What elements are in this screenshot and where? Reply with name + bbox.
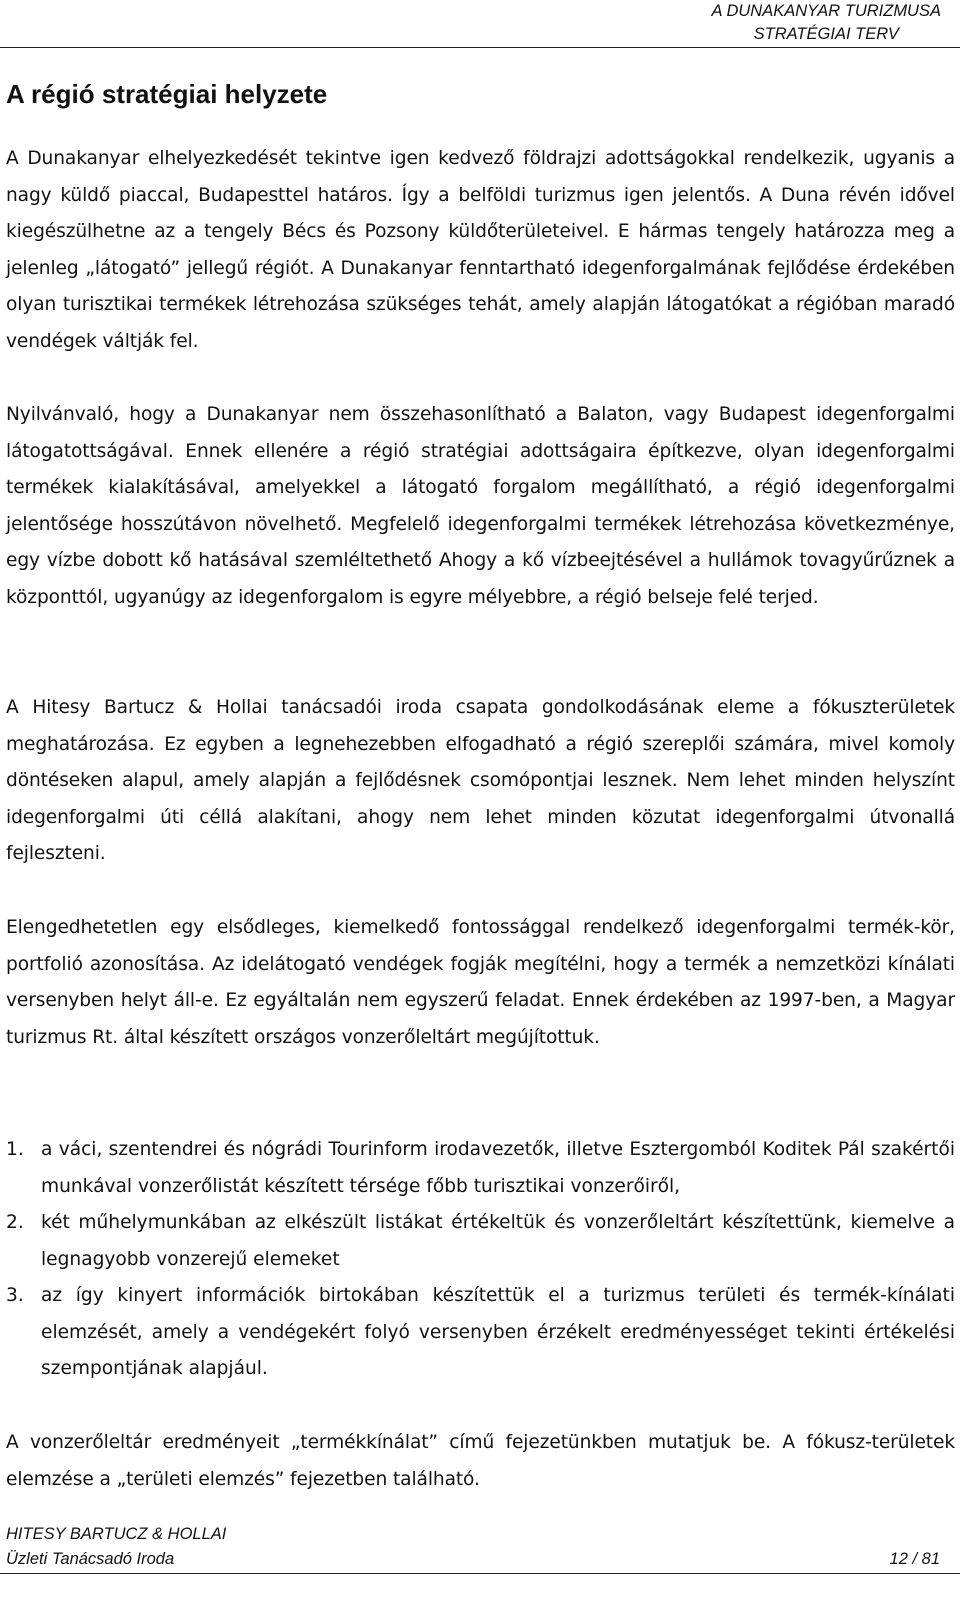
paragraph-3: A Hitesy Bartucz & Hollai tanácsadói iroda csapata gondolkodásának eleme a fókuszterületek meghatározása. Ez egyben a legnehezebben elfogadható a régió szereplői számára, mivel komoly döntéseken alapul, amely alapján a fejlődésnek csomópontjai lesznek. Nem lehet minden helyszínt idegenforgalmi úti céllá alakítani, ahogy nem lehet minden közutat idegenforgalmi útvonallá fejleszteni. [6,697,955,864]
running-header [711,0,941,46]
footer-company-block [6,1522,226,1572]
section-title: A régió stratégiai helyzete [6,79,328,109]
paragraph-4: Elengedhetetlen egy elsődleges, kiemelkedő fontossággal rendelkező idegenforgalmi termék-kör, portfolió azonosítása. Az idelátogató vendégek fogják megítélni, hogy a termék a nemzetközi kínálati versenyben helyt áll-e. Ez egyáltalán nem egyszerű feladat. Ennek érdekében az 1997-ben, a Magyar turizmus Rt. által készített országos vonzerőleltárt megújítottuk. [6,917,955,1048]
footer-divider [0,1573,960,1574]
list-text: a váci, szentendrei és nógrádi Tourinform irodavezetők, illetve Esztergomból Koditek Pál szakértői munkával vonzerőlistát készített térsége főbb turisztikai vonzerőiről, [41,1139,955,1197]
header-line-2: STRATÉGIAI TERV [753,25,899,43]
page-number: 12 / 81 [889,1550,940,1568]
list-item [6,1278,955,1388]
list-item [6,1132,955,1205]
list-text: az így kinyert információk birtokában készítettük el a turizmus területi és termék-kínálati elemzését, amely a vendégekért folyó versenyben érzékelt eredményességet tekinti értékelési szempontjának alapjául. [41,1285,955,1379]
list-number: 1. [6,1139,24,1160]
list-number: 3. [6,1285,24,1306]
footer-office: Üzleti Tanácsadó Iroda [6,1550,175,1568]
list-text: két műhelymunkában az elkészült listákat értékeltük és vonzerőleltárt készítettünk, kiemelve a legnagyobb vonzerejű elemeket [41,1212,955,1270]
list-number: 2. [6,1212,24,1233]
numbered-list [6,1132,955,1388]
paragraph-1: A Dunakanyar elhelyezkedését tekintve igen kedvező földrajzi adottságokkal rendelkezik, ugyanis a nagy küldő piaccal, Budapesttel határos. Így a belföldi turizmus igen jelentős. A Duna révén idővel kiegészülhetne az a tengely Bécs és Pozsony küldőterületeivel. E hármas tengely határozza meg a jelenleg „látogató” jellegű régiót. A Dunakanyar fenntartható idegenforgalmának fejlődése érdekében olyan turisztikai termékek létrehozása szükséges tehát, amely alapján látogatókat a régióban maradó vendégek váltják fel. [6,148,955,352]
header-line-1: A DUNAKANYAR TURIZMUSA [711,2,941,20]
closing-paragraph: A vonzerőleltár eredményeit „termékkínálat” című fejezetünkben mutatjuk be. A fókusz-területek elemzése a „területi elemzés” fejezetben található. [6,1432,955,1490]
header-divider [0,47,960,48]
paragraph-2: Nyilvánvaló, hogy a Dunakanyar nem összehasonlítható a Balaton, vagy Budapest idegenforgalmi látogatottságával. Ennek ellenére a régió stratégiai adottságaira építkezve, olyan idegenforgalmi termékek kialakításával, amelyekkel a látogató forgalom megállítható, a régió idegenforgalmi jelentősége hosszútávon növelhető. Megfelelő idegenforgalmi termékek létrehozása következménye, egy vízbe dobott kő hatásával szemléltethető Ahogy a kő vízbeejtésével a hullámok tovagyűrűznek a központtól, ugyanúgy az idegenforgalom is egyre mélyebbre, a régió belseje felé terjed. [6,404,955,608]
list-item [6,1205,955,1278]
footer-company: HITESY BARTUCZ & HOLLAI [6,1525,227,1543]
